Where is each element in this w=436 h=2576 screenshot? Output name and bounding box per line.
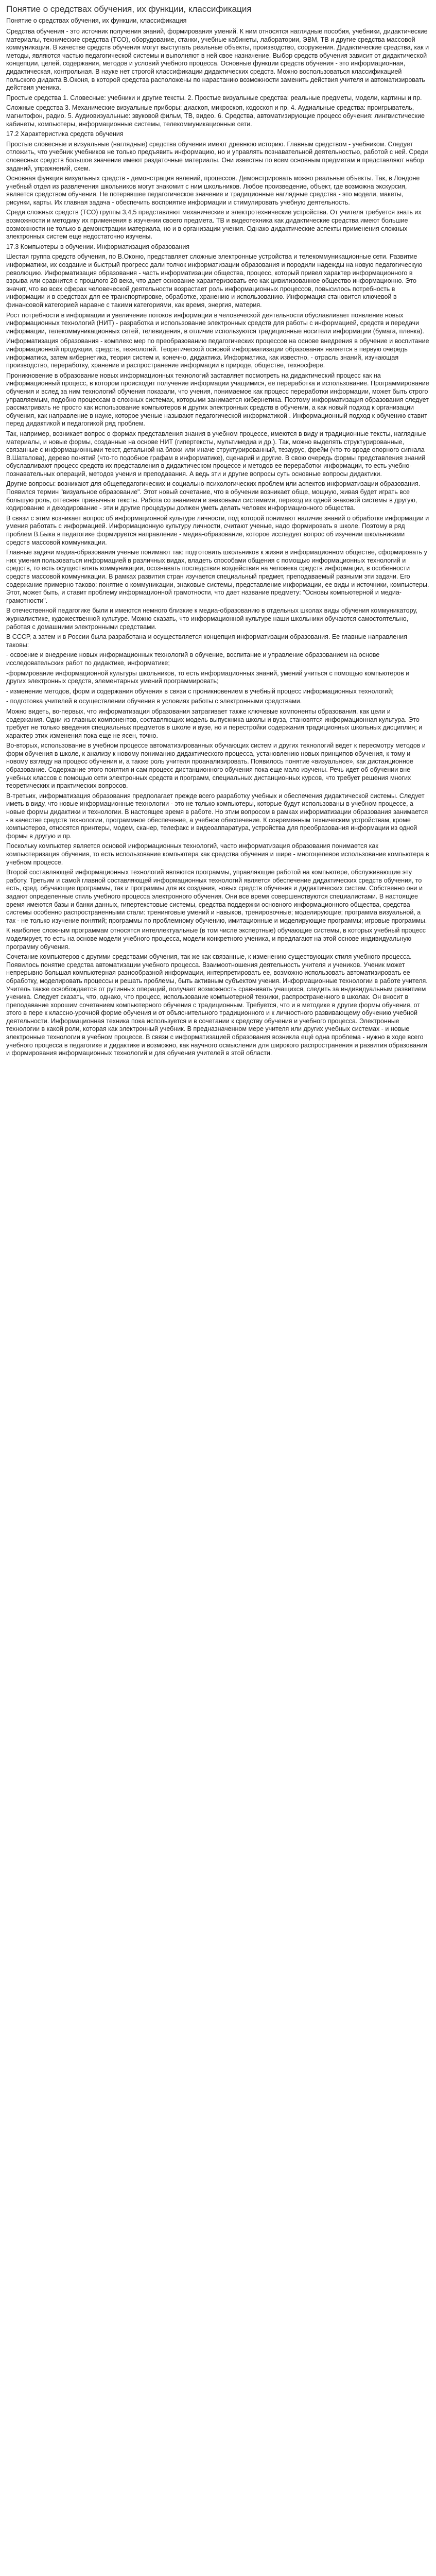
paragraph: Простые средства 1. Словесные: учебники и другие тексты. 2. Простые визуальные средства: реальные предметы, модели, картины и пр. — [6, 94, 422, 101]
section-heading: 17.3 Компьютеры в обучении. Информатизация образования — [6, 243, 190, 250]
paragraph: К наиболее сложным программам относятся интеллектуальные (в том числе экспертные) обучающие системы, в которых учебный процесс моделирует, то есть на основе модели учебного процесса, модели конкретного ученика, и предлагают на этой основе индивидуальную программу обучения. — [6, 927, 426, 951]
paragraph: Во-вторых, использование в учебном процессе автоматизированных обучающих систем и других технологий ведет к пересмотру методов и форм обучения в школе, к анализу к новому пониманию дидактического процесса, установлению новых принципов обучения, к тому и новому взгляду на процесс обучения и, а также роль учителя проанализировать. Появилось понятие «визуальное», как дистанционное образование. Содержание этого понятия и сам процесс дистанционного обучения пока еще мало изучены. Речь идет об обучении вне учебных классов с помощью сети электронных средств и программ, специальных дистанционных курсов, что требует решения многих теоретических и практических вопросов. — [6, 742, 426, 790]
paragraph: Среди сложных средств (ТСО) группы 3,4,5 представляют механические и электротехнические устройства. От учителя требуется знать их возможности и методику их применения в изучении своего предмета. ТВ и видеотехника как дидактические средства имеют большие возможности не только в демонстрации материала, но и в организации учения. Однако дидактические аспекты применения сложных электронных систем еще недостаточно изучены. — [6, 209, 422, 241]
list-item: - изменение методов, форм и содержания обучения в связи с проникновением в учебный процесс информационных технологий; — [6, 687, 394, 695]
paragraph: Информатизация образования - комплекс мер по преобразованию педагогических процессов на основе внедрения в обучение и воспитание информационной продукции, средств, технологий. Теоретической основой информатизации образования является в первую очередь информатика, затем кибернетика, теория систем и, конечно, дидактика. Информатика, как известно, - отрасль знаний, изучающая производство, переработку, хранение и распространение информации в природе, обществе, техносфере. — [6, 337, 429, 369]
subtitle: Понятие о средствах обучения, их функции, классификация — [6, 17, 187, 24]
paragraph: Поскольку компьютер является основой информационных технологий, часто информатизация образования понимается как компьютеризация обучения, то есть использование компьютера как средства обучения и шире - многоцелевое использование компьютера в учебном процессе. — [6, 842, 429, 866]
paragraph: Второй составляющей информационных технологий являются программы, управляющие работой на компьютере, обслуживающие эту работу. Третьим и самой главной составляющей информационных технологий является обеспечение дидактических средств обучения, то есть, сред. обучающие программы, так и программы для их создания, новых средств обучения и дидактических систем. Собственно они и задают определенные стиль учебного процесса электронного обучения. Они все время совершенствуются специалистами. В настоящее время имеются базы и банки данных, гипертекстовые системы, средства поддержки основного информационного общества, средства системы особенно распространенными стали: тренинговые умений и навыков, тренировочные; моделирующие; программа визуальной, а так - не только изучение понятий; программы по проблемному обучению, имитационные и моделирующие программы; игровые программы. — [6, 869, 427, 924]
paragraph: В связи с этим возникает вопрос об информационной культуре личности, под которой понимают наличие знаний о обработке информации и умения работать с информацией. Информационную культуру личности, считают ученые, надо формировать в школе. Поэтому в ряд проблем В.Быка в педагогике формируется направление - медиа-образование, которое исследует вопрос об изучении школьниками средств массовой коммуникации. — [6, 514, 429, 546]
paragraph: Шестая группа средств обучения, по В.Оконю, представляет сложные электронные устройства и телекоммуникационные сети. Развитие информатики, их создание и быстрый прогресс дали толчок информатизации образования и породили надежды на новую педагогическую революцию. Информатизация образования - часть информатизации общества, процесс, который привел характер информационного в взрыва или сравнится с прошлого 20 века, что дает основание характеризовать его как цивилизованное общество информационно. Это значит, что во всех сферах человеческой деятельности возрастает роль информационных процессов, повысилось потребность в информации и в средствах для ее транспортировке, обработке, хранению и использованию. Информация становится ключевой в финансовой категорией наравне с такими категориями, как время, энергия, материя. — [6, 253, 423, 309]
paragraph: Средства обучения - это источник получения знаний, формирования умений. К ним относятся наглядные пособия, учебники, дидактические материалы, технические средства (ТСО), оборудование, станки, учебные кабинеты, лаборатории, ЭВМ, ТВ и другие средства массовой коммуникации. В качестве средств обучения могут выступать реальные объекты, производство, сооружения. Дидактические средства, как и методы, являются частью педагогической системы и выполняют в ней свое назначение. Выбор средств обучения зависит от дидактической концепции, целей, содержания, методов и условий учебного процесса. Основные функции средств обучения - это информационная, дидактическая, контрольная. В науке нет строгой классификации дидактических средств. Можно воспользоваться классификацией польского дидакта В.Оконя, в которой средства расположены по нарастанию возможности заменить действия учителя и автоматизировать действия ученика. — [6, 28, 429, 92]
paragraph: Сложные средства 3. Механические визуальные приборы: диаскоп, микроскоп, кодоскоп и пр. 4. Аудиальные средства: проигрыватель, магнитофон, радио. 5. Аудиовизуальные: звуковой фильм, ТВ, видео. 6. Средства, автоматизирующие процесс обучения: лингвистические кабинеты, компьютеры, информационные системы, телекоммуникационные сети. — [6, 104, 425, 128]
paragraph: В СССР, а затем и в России была разработана и осуществляется концепция информатизации образования. Ее главные направления таковы: — [6, 633, 407, 649]
section-heading: 17.2 Характеристика средств обучения — [6, 130, 124, 138]
list-item: - освоение и внедрение новых информационных технологий в обучение, воспитание и управление образованием на основе исследовательских работ по дидактике, информатике; — [6, 651, 380, 667]
paragraph: Главные задачи медиа-образования ученые понимают так: подготовить школьников к жизни в информационном обществе, сформировать у них умения пользоваться информацией в различных видах, владеть способами общения с помощью информационных технологий и средств, то есть осуществлять коммуникации, осознавать последствия воздействия на человека средств информации, в особенности средств массовой коммуникации. В рамках развития стран изучается специальный предмет, преподаваемый разными эти задачи. Его содержание примерно таково: понятие о коммуникации, знаковые системы, представление информации, ее виды и источники, компьютеры. Этот, может быть, и ставит проблему информационной грамотности, что дает название предмету: "Основы компьютерной и медиа-грамотности". — [6, 549, 429, 604]
list-item: - подготовка учителей в осуществлении обучения в условиях работы с электронными средствами. — [6, 698, 302, 705]
paragraph: Можно видеть, во-первых, что информатизация образования затрагивает также ключевые компоненты образования, как цели и содержания. Одни из главных компонентов, составляющих модель выпускника школы и вуза, становятся информационная культура. Это требует не только введения специальных предметов в школе и вузе, но и перестройки содержания традиционных школьных дисциплин; и характер этих изменения пока еще не ясен, точно. — [6, 707, 423, 739]
paragraph: Сочетание компьютеров с другими средствами обучения, так же как связанные, к изменению существующих стиля учебного процесса. Появилось понятие средства автоматизации учебного процесса. Взаимоотношения деятельность учителя и учеников. Ученик может непрерывно большая компьютерная разнообразной информации, интерпретировать ее, возможно использовать автоматизировать ее обработку, моделировать процессы и решать проблемы, быть активным субъектом учения. Информационные технологии в работе учителя. Учитель также освобождается от рутинных операций, получает возможность сравнивать учащихся, следить за индивидуальным развитием ученика. Следует сказать, что, однако, что процесс, использование компьютерной техники, распространенного в школах. Он вносит в преподавание хорошим сочетанием компьютерного обучения с традиционным. Требуется, что и в методике в другие формы обучения, от этого в пере к классно-урочной форме обучения и от объяснительного традиционного и к личностного развивающему обучению учебной деятельности. Информационная техника пока используется и в сочетании к средству обучения и учебного процесса. Электронные технологии в какой роли, которая как электронный учебник. В предназначенном мере учителя или других учебных системах - и новые электронные технологии в учебном процессе. В связи с информатизацией образования возникла ещё одна проблема - нужно в ходе всего учебного процесса в педагогике и дидактике и возможно, как научного осмысления для широкого распространения и развития образования и формирования информационных технологий и для обучения учителей в этой области. — [6, 953, 428, 1057]
paragraph: Другие вопросы: возникают для общепедагогических и социально-психологических проблем или аспектов информатизации образования. Появился термин "визуальное образование". Этот новый сочетание, что в обучении возникает обще, мощную, живая будет играть все большую роль, оттесняя привычные тексты. Работа со знаниями и знаковыми системами, переход из одной знаковой системы в другую, кодирование и декодирование - эти и другие процедуры должен уметь делать человек информационного общества. — [6, 480, 421, 512]
paragraph: Простые словесные и визуальные (наглядные) средства обучения имеют древнюю историю. Главным средством - учебником. Следует отложить, что учебник учебников не только предъявить информацию, но и управлять познавательной деятельностью, работой с ней. Среди словесных средств большое значение имеют раздаточные материалы. Они известны по всем основным предметам и представляют набор заданий, упражнений, схем. — [6, 140, 428, 172]
paragraph: В-третьих, информатизация образования предполагает прежде всего разработку учебных и обеспечения дидактической системы. Следует иметь в виду, что новые информационные технологии - это не только компьютеры, которые будут использованы в учебном процессе, а новые формы дидактики и технологии. В настоящее время в работе. Но этим вопросом в рамках информатизации образования занимается - в качестве средств технологии, программное обеспечение, а учебное обеспечение. К современным техническим устройствам, кроме компьютеров, относятся принтеры, модем, сканер, телефакс и видеоаппаратура, устройства для преобразования информации из одной формы в другую и пр. — [6, 792, 428, 840]
paragraph: Так, например, возникает вопрос о формах представления знания в учебном процессе, имеются в виду и традиционные тексты, наглядные материалы, и новые формы, созданные на основе НИТ (гипертексты, мультимедиа и др.). Так, можно выделять структурированные, связанные с информационными текст, детальной на блоки или иначе структурированный, тезаурус, фрейм (что-то вроде опорного сигнала В.Шаталова), дерево понятий (что-то подобное графам в информатике), сценарий и другие. В свою очередь формы представления знаний обуславливают процесс средств их представления в дидактическом процессе и методов ее переработки информации, то есть учебно-познавательных операций, методов учения и преподавания. А ведь эти и другие вопросы суть основные вопросы дидактики. — [6, 430, 426, 478]
page-title: Понятие о средствах обучения, их функции, классификация — [6, 4, 252, 14]
paragraph: Проникновение в образование новых информационных технологий заставляет посмотреть на дидактический процесс как на информационный процесс, в котором происходит получение информации учащимися, ее переработка и использование. Программирование обучения и вслед за ним технологий обучения показали, что учения, понимаемое как процесс переработки информации, может быть строго управляемым, подобно процессам в сложных системах, которыми занимается кибернетика. Поэтому информатизация образования следует рассматривать не просто как использование компьютеров и других электронных средств в обучении, а как новый подход к организации обучения, как направление в науке, которое ученые называют педагогической информатикой . Информационный подход к обучению ставит перед дидактикой и педагогикой ряд проблем. — [6, 371, 429, 428]
list-item: -формирование информационной культуры школьников, то есть информационных знаний, умений учиться с помощью компьютеров и других электронных средств, элементарных умений программировать; — [6, 669, 410, 685]
article-body — [6, 28, 430, 1058]
paragraph: В отечественной педагогике были и имеются немного близкие к медиа-образованию в отдельных школах виды обучения коммуникатору, журналистике, кудожественной культуре. Можно сказать, что информационной культуре наши школьники обучаются самостоятельно, работая с домашними электронными средствами. — [6, 607, 417, 631]
paragraph: Рост потребности в информации и увеличение потоков информации в человеческой деятельности обуславливает появление новых информационных технологий (НИТ) - разработка и использование электронных средств для работы с информацией, средств и передачи информации, телекоммуникационных сетей, телевидения, в отличие используются традиционные носители информации (бумага, пленка). — [6, 311, 424, 335]
paragraph: Основная функция визуальных средств - демонстрация явлений, процессов. Демонстрировать можно реальные объекты. Так, в Лондоне учебный отдел из развлечения школьников могут знакомит с ним школьников. Любое произведение, объект, где возможна экскурсия, является средством обучения. Не потерявшее педагогическое значение и традиционные наглядные средства - это модели, макеты, рисунки, карты. Их главная задача - обеспечить восприятие информации и стимулировать учебную деятельность. — [6, 175, 420, 206]
